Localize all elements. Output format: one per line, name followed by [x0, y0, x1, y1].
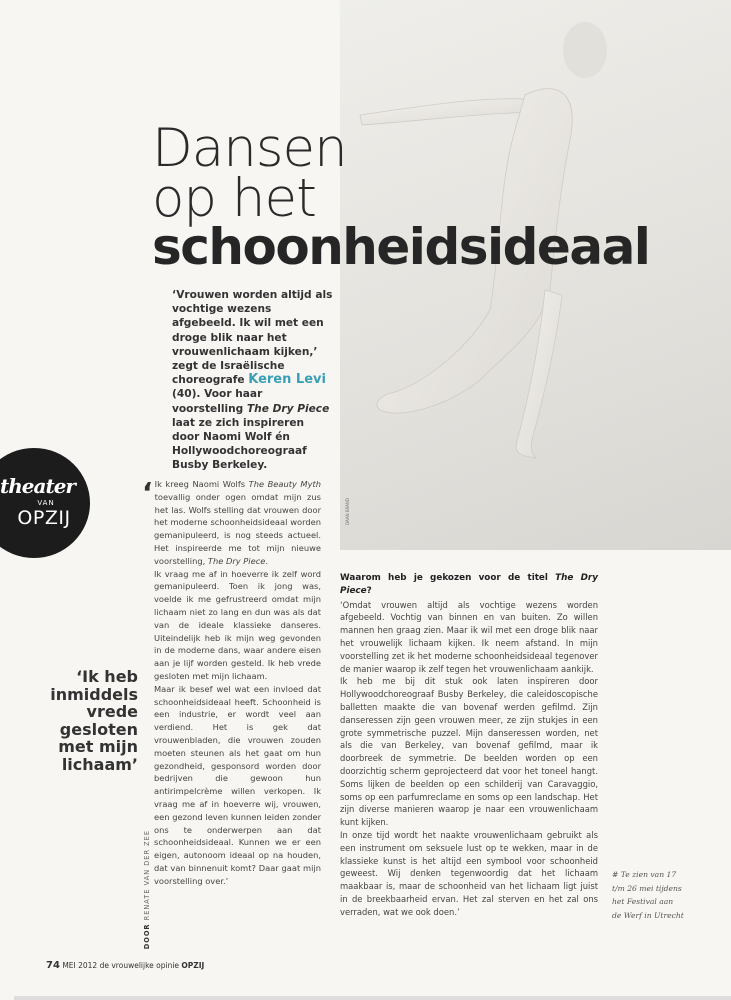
- intro-play: The Dry Piece: [246, 402, 330, 415]
- section-badge: [0, 448, 90, 558]
- col1-p1-a: Ik kreeg Naomi Wolfs: [154, 479, 249, 489]
- drop-quote-mark: ‘: [142, 476, 153, 509]
- byline-prefix: DOOR: [143, 923, 151, 950]
- intro-text-mid: (40). Voor haar voorstelling: [172, 388, 263, 415]
- photo-credit: DAAN BRAND: [345, 498, 350, 526]
- footer-issue: MEI 2012: [62, 961, 98, 970]
- intro-text-after: laat ze zich inspireren door Naomi Wolf én Hollywoodchoreograaf Busby Berkeley.: [172, 416, 307, 472]
- intro-name: Keren Levi: [248, 372, 326, 388]
- title-line-2: op het: [152, 168, 316, 229]
- badge-theater: theater: [0, 474, 75, 498]
- byline-author: RENATE VAN DER ZEE: [143, 830, 151, 921]
- col1-p1-c: .: [265, 555, 269, 566]
- col1-p1-book: The Beauty Myth: [248, 479, 321, 489]
- col2-heading-a: Waarom heb je gekozen voor de titel: [340, 573, 556, 583]
- col2-paragraph-2: Ik heb me bij dit stuk ook laten inspireren door Hollywoodchoreograaf Busby Berkeley, die caleidoscopische balletten maakte die van bovenaf werden gefilmd. Zijn danseressen zijn geen vrouwen meer, ze zijn stukjes in een grote symmetrische puzzel. Mijn danseressen worden, net als die van Berkeley, van bovenaf gefilmd, maar ik doorbreek de symmetrie. De beelden worden op een doorzichtig scherm geprojecteerd dat voor het toneel hangt. Soms lijken de beelden op een schilderij van Caravaggio, soms op een parfumreclame en soms op een landschap. Het zijn diverse manieren waarop je naar een vrouwenlichaam kunt kijken.: [340, 676, 598, 828]
- title-line-1: Dansen: [152, 118, 347, 179]
- footer-brand: OPZIJ: [181, 961, 205, 970]
- badge-opzij: OPZIJ: [17, 507, 71, 529]
- byline: [143, 830, 151, 949]
- badge-van: VAN: [37, 499, 55, 507]
- bottom-edge: [14, 996, 731, 1000]
- page-number: 74: [46, 960, 60, 971]
- pull-quote: ‘Ik heb inmiddels vrede gesloten met mijn lichaam’: [50, 667, 138, 774]
- col2-paragraph-3: In onze tijd wordt het naakte vrouwenlichaam gebruikt als een instrument om seksuele lust op te wekken, maar in de klassieke kunst is het altijd een symbool voor schoonheid geweest. Wij denken tegenwoordig dat het lichaam maakbaar is, maar de schoonheid van het lichaam ligt juist in de breekbaarheid ervan. Het zal sterven en het zal ons verraden, wat we ook doen.’: [340, 829, 598, 917]
- col2-heading-b: ?: [366, 585, 372, 596]
- event-sidenote: # Te zien van 17 t/m 26 mei tijdens het Festival aan de Werf in Utrecht: [612, 870, 684, 920]
- col2-heading-play: The Dry Piece: [340, 573, 598, 596]
- col1-p1-play: The Dry Piece: [207, 555, 266, 566]
- article-column-2: [340, 572, 598, 944]
- dancer-head: [563, 22, 607, 78]
- intro-text-before: ‘Vrouwen worden altijd als vochtige wezens afgebeeld. Ik wil met een droge blik naar het vrouwenlichaam kijken,’ zegt de Israëlische choreografe: [172, 289, 333, 387]
- col1-paragraph-3: Maar ik besef wel wat een invloed dat schoonheidsideaal heeft. Schoonheid is een industrie, er wordt veel aan verdiend. Het is gek dat vrouwenbladen, die vrouwen zouden moeten steunen als het gaat om hun gezondheid, gesponsord worden door bedrijven die gewoon hun antirimpelcrème willen verkopen. Ik vraag me af in hoeverre wij, vrouwen, een gezond leven kunnen leiden zonder ons te onderwerpen aan dat schoonheidsideaal. Kunnen we er een eigen, autonoom ideaal op na houden, dat van binnenuit komt? Daar gaat mijn voorstelling over.’: [154, 683, 321, 886]
- intro-lead: [172, 288, 334, 473]
- col1-paragraph-2: Ik vraag me af in hoeverre ik zelf word gemanipuleerd. Toen ik jong was, voelde ik me gefrustreerd omdat mijn lichaam niet zo lang en dun was als dat van de ideale klassieke danseres. Uiteindelijk heb ik mijn weg gevonden in de moderne dans, waar andere eisen aan je lijf worden gesteld. Ik heb vrede gesloten met mijn lichaam.: [154, 568, 321, 681]
- col2-paragraph-1: ‘Omdat vrouwen altijd als vochtige wezens worden afgebeeld. Vochtig van binnen en van buiten. Zo willen mannen hen graag zien. Maar ik wil met een droge blik naar het vrouwelijk lichaam kijken. Ik neem afstand. In mijn voorstelling zet ik het moderne schoonheidsideaal tegenover de manier waarop ik zelf tegen het vrouwenlichaam aankijk.: [340, 599, 598, 674]
- page-footer: [46, 960, 204, 971]
- title-line-3: schoonheidsideaal: [152, 218, 650, 276]
- footer-tagline: de vrouwelijke opinie: [99, 961, 180, 970]
- col1-p1-b: toevallig onder ogen omdat mijn zus het las. Wolfs stelling dat vrouwen door het moderne schoonheidsideaal worden gemanipuleerd, is nog steeds actueel. Het inspireerde me tot mijn nieuwe voorstelling,: [154, 491, 321, 566]
- col2-heading: [340, 572, 598, 598]
- col1-paragraph-1: [142, 476, 321, 568]
